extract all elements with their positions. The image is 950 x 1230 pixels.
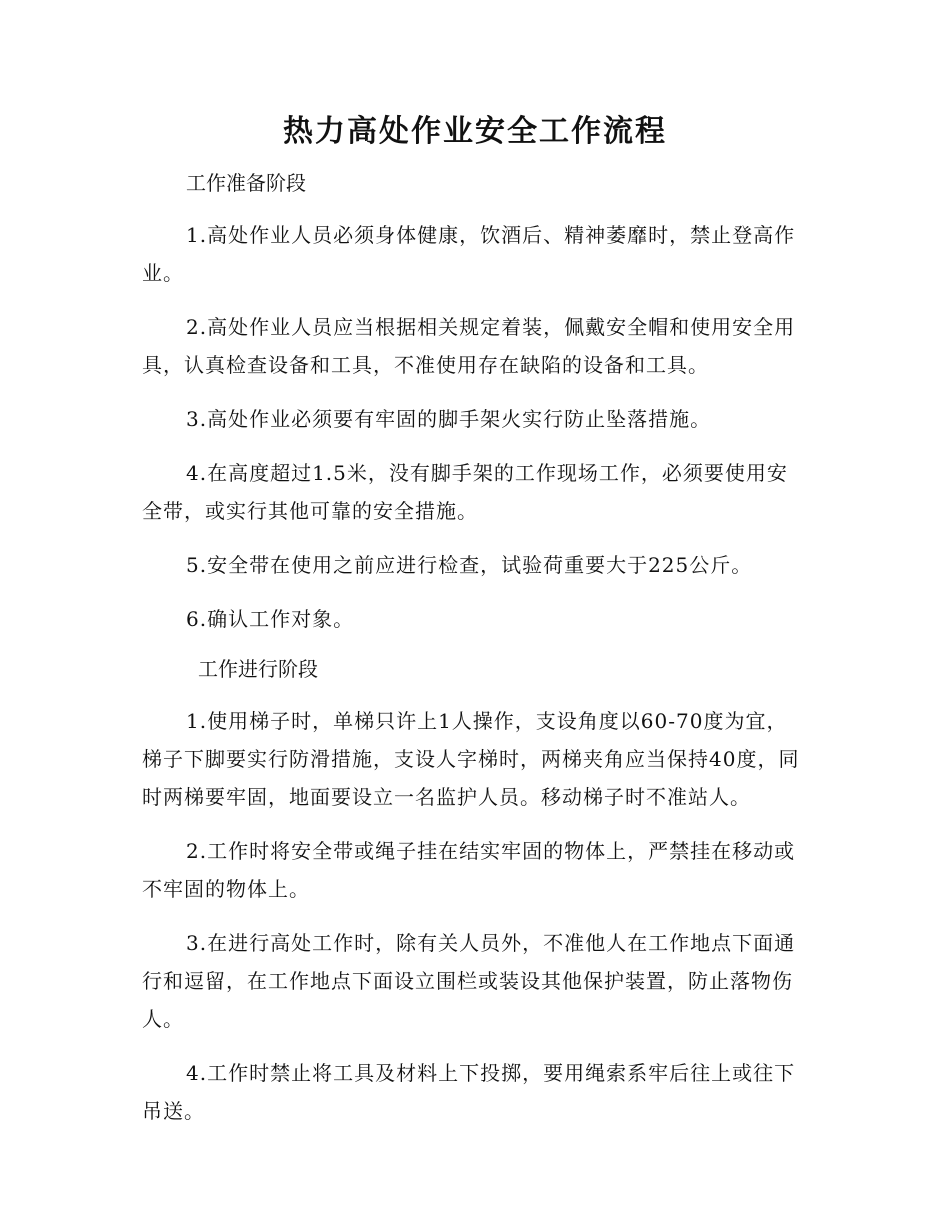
document-body	[142, 168, 802, 1130]
paragraph: 5.安全带在使用之前应进行检查，试验荷重要大于225公斤。	[186, 553, 753, 577]
section-heading-execution: 工作进行阶段	[198, 657, 318, 681]
paragraph: 6.确认工作对象。	[186, 607, 355, 631]
paragraph: 4.工作时禁止将工具及材料上下投掷，要用绳索系牢后往上或往下吊送。	[142, 1061, 796, 1123]
paragraph: 1.高处作业人员必须身体健康，饮酒后、精神萎靡时，禁止登高作业。	[142, 223, 796, 285]
paragraph: 3.在进行高处工作时，除有关人员外，不准他人在工作地点下面通行和逗留，在工作地点下面设立围栏或装设其他保护装置，防止落物伤人。	[142, 931, 796, 1031]
paragraph: 1.使用梯子时，单梯只许上1人操作，支设角度以60-70度为宜，梯子下脚要实行防滑措施，支设人字梯时，两梯夹角应当保持40度，同时两梯要牢固，地面要设立一名监护人员。移动梯子时不准站人。	[142, 709, 800, 809]
section-heading-preparation: 工作准备阶段	[186, 171, 306, 195]
paragraph: 2.工作时将安全带或绳子挂在结实牢固的物体上，严禁挂在移动或不牢固的物体上。	[142, 839, 796, 901]
paragraph: 4.在高度超过1.5米，没有脚手架的工作现场工作，必须要使用安全带，或实行其他可靠的安全措施。	[142, 461, 788, 523]
page-title: 热力高处作业安全工作流程	[283, 114, 667, 149]
paragraph: 2.高处作业人员应当根据相关规定着装，佩戴安全帽和使用安全用具，认真检查设备和工具，不准使用存在缺陷的设备和工具。	[142, 315, 796, 377]
paragraph: 3.高处作业必须要有牢固的脚手架火实行防止坠落措施。	[186, 407, 712, 431]
